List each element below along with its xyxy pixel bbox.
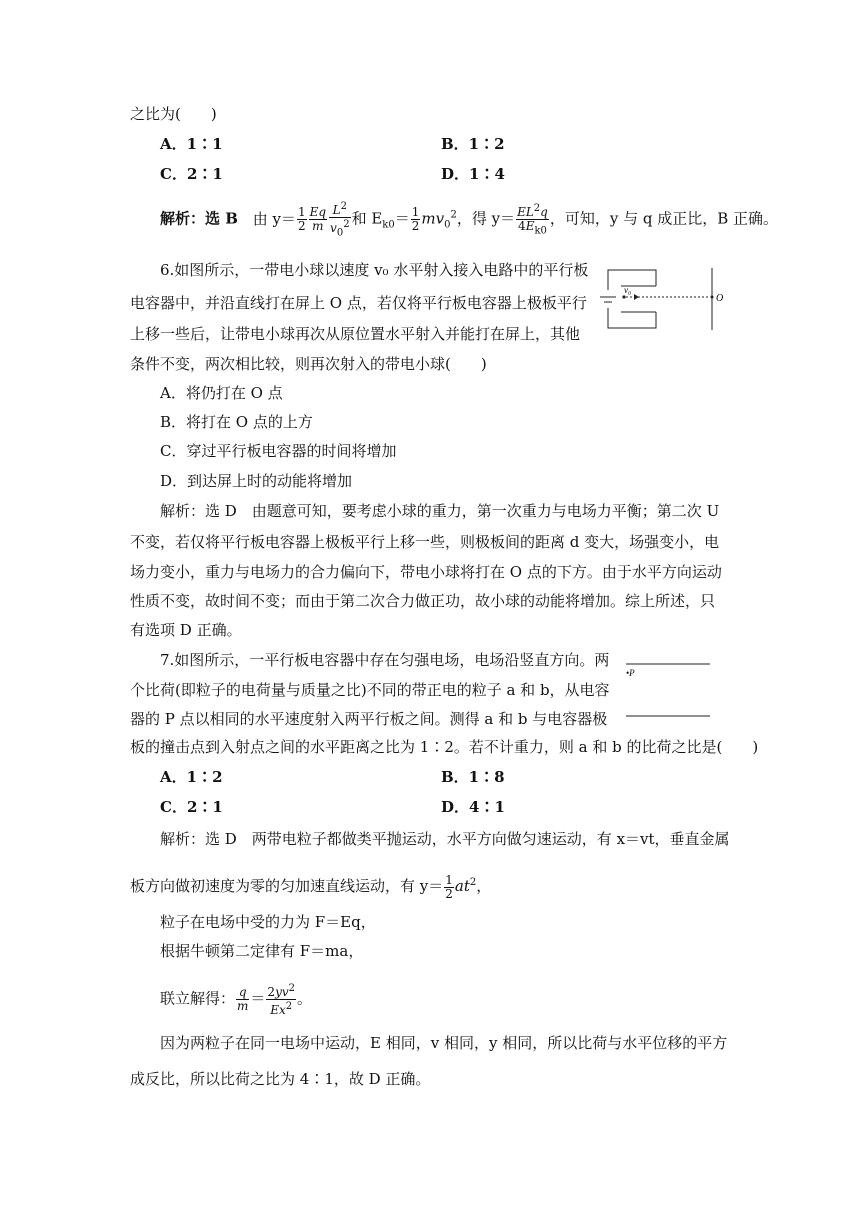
q6-v0-label: v₀ bbox=[624, 285, 632, 295]
q6-analysis-2: 不变，若仅将平行板电容器上极板平行上移一些，则极板间的距离 d 变大，场强变小，电 bbox=[130, 533, 720, 551]
q5-analysis-label: 解析：选 B bbox=[160, 209, 238, 228]
q5-option-b: B．1∶2 bbox=[441, 135, 505, 153]
q7-line-3: 器的 P 点以相同的水平速度射入两平行板之间。测得 a 和 b 与电容器极 bbox=[130, 710, 608, 728]
q6-analysis-5: 有选项 D 正确。 bbox=[130, 621, 242, 639]
q6-analysis-4: 性质不变，故时间不变；而由于第二次合力做正功，故小球的动能将增加。综上所述，只 bbox=[130, 592, 716, 610]
q7-option-a: A．1∶2 bbox=[160, 768, 223, 786]
q5-stem-tail: 之比为( ) bbox=[130, 105, 217, 123]
q7-analysis-6: 因为两粒子在同一电场中运动，E 相同，v 相同，y 相同，所以比荷与水平位移的平方 bbox=[160, 1034, 728, 1052]
q7-analysis-7: 成反比，所以比荷之比为 4∶1，故 D 正确。 bbox=[130, 1070, 431, 1088]
q6-arrow-icon bbox=[634, 294, 639, 300]
q6-ball-icon bbox=[622, 295, 625, 298]
q6-analysis-3: 场力变小，重力与电场力的合力偏向下，带电小球将打在 O 点的下方。由于水平方向运动 bbox=[130, 563, 722, 581]
q5-option-a: A．1∶1 bbox=[160, 135, 223, 153]
q6-line-3: 上移一些后，让带电小球再次从原位置水平射入并能打在屏上，其他 bbox=[130, 325, 581, 343]
q7-plates-diagram bbox=[624, 657, 714, 723]
q7-analysis-5: 联立解得： $\frac{q}{m}$ ＝ $\frac{2yv^2}{Ex^2}$ 。 bbox=[160, 983, 313, 1017]
q6-option-c: C．穿过平行板电容器的时间将增加 bbox=[160, 442, 397, 460]
q7-option-b: B．1∶8 bbox=[441, 768, 505, 786]
q6-capacitor-diagram bbox=[596, 264, 736, 336]
q7-option-d: D．4∶1 bbox=[441, 798, 505, 816]
q5-analysis: 解析：选 B 由 y＝ $\frac{1}{2}$ $\frac{Eq}{m}$ $\frac{L^2}{v_0^2}$ 和 $E_{k0}=$ $\frac{1}{2}$ $mv_0^2$，得 y＝ $\frac{EL^2q}{4E_{k0}}$ ，可知，y 与 q 成正比，B 正确。 bbox=[160, 201, 779, 239]
q7-line-4: 板的撞击点到入射点之间的水平距离之比为 1∶2。若不计重力，则 a 和 b 的比荷之比是( ) bbox=[130, 738, 759, 756]
q7-analysis-1: 解析：选 D 两带电粒子都做类平抛运动，水平方向做匀速运动，有 x＝vt，垂直金属 bbox=[160, 830, 730, 848]
q6-line-2: 电容器中，并沿直线打在屏上 O 点，若仅将平行板电容器上极板平行 bbox=[130, 294, 587, 312]
q5-option-c: C．2∶1 bbox=[160, 165, 223, 183]
q7-p-label: •P bbox=[626, 668, 635, 678]
q7-option-c: C．2∶1 bbox=[160, 798, 223, 816]
q7-analysis-3: 粒子在电场中受的力为 F＝Eq， bbox=[160, 913, 376, 931]
q6-option-d: D．到达屏上时的动能将增加 bbox=[160, 472, 353, 490]
q6-analysis-1: 解析：选 D 由题意可知，要考虑小球的重力，第一次重力与电场力平衡；第二次 U bbox=[160, 502, 720, 520]
q5-option-d: D．1∶4 bbox=[441, 165, 505, 183]
q7-line-2: 个比荷(即粒子的电荷量与质量之比)不同的带正电的粒子 a 和 b，从电容 bbox=[130, 681, 610, 699]
q7-line-1: 7.如图所示，一平行板电容器中存在匀强电场，电场沿竖直方向。两 bbox=[160, 651, 610, 669]
q7-analysis-4: 根据牛顿第二定律有 F＝ma， bbox=[160, 942, 364, 960]
q6-o-label: O bbox=[716, 293, 724, 304]
q6-line-4: 条件不变，两次相比较，则再次射入的带电小球( ) bbox=[130, 355, 487, 373]
q6-option-a: A．将仍打在 O 点 bbox=[160, 384, 283, 402]
q6-option-b: B．将打在 O 点的上方 bbox=[160, 413, 313, 431]
q7-analysis-2: 板方向做初速度为零的匀加速直线运动，有 y＝ $\frac{1}{2}$ $at^2$， bbox=[130, 872, 492, 901]
q6-line-1: 6.如图所示，一带电小球以速度 v₀ 水平射入接入电路中的平行板 bbox=[160, 261, 589, 279]
